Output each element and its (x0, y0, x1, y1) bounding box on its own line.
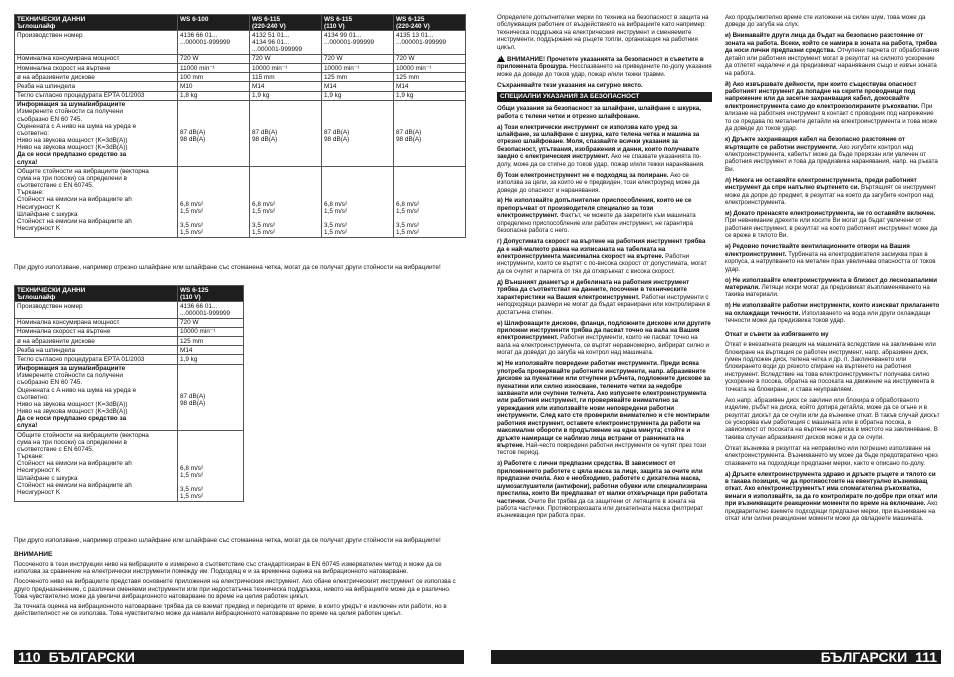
table-cell: 1,9 kg (322, 91, 394, 100)
item-o: о) Не използвайте електроинструмента в близост до леснозапалими материали. Летящи искри могат да предизвикат възпламеняването на такива материали. (725, 276, 938, 299)
attention-p2: Посоченото ниво на вибрациите представя основните приложения на електрическия инструмент. Ако обаче електрическият инструмент се използва с друго предназначение, с различни сменяеми инструменти или при недостатъчна техническа поддръжка, нивото на вибрациите може да е различно. Това чувствително може да увеличи вибрационното натоварване по време на целия работен цикъл. (14, 578, 456, 600)
header-cell: WS 6-125 (220-240 V) (394, 15, 466, 31)
table-cell: 1,9 kg (250, 91, 322, 100)
table-row (15, 31, 466, 55)
table-cell: 720 W (178, 54, 250, 63)
header-cell: WS 6-115 (110 V) (322, 15, 394, 31)
ear-protection: Да се носи предпазно средство за слуха! (17, 151, 127, 166)
table-cell: M14 (322, 82, 394, 91)
page-number: 111 (915, 649, 937, 665)
table-cell: M14 (178, 346, 244, 355)
ear-protection: Да се носи предпазно средство за слуха! (17, 415, 127, 430)
hearing-note: Ако продължително време сте изложени на силен шум, това може да доведе до загуба на слух. (725, 14, 926, 29)
kickback-heading: Откат и съвети за избягването му (725, 330, 829, 338)
attention-title: ВНИМАНИЕ (14, 551, 53, 558)
table-cell: Резба на шпиндела (15, 346, 178, 355)
header-cell: ТЕХНИЧЕСКИ ДАННИ Ъглошлайф (15, 286, 178, 302)
table-cell: ø на абразивните дискове (15, 73, 178, 82)
table-cell: 6,8 m/s² 1,5 m/s² 3,5 m/s² 1,5 m/s² (394, 167, 466, 238)
item-d: д) Външният диаметър и дебелината на работния инструмент трябва да съответстват на данните, посочени в техническите характеристики на Вашия електроинструмент. Работни инструменти с неподходящи размери не могат да бъдат екранирани или контролирани в достатъчна степен. (497, 278, 711, 316)
table-cell: 87 dB(A) 98 dB(A) (250, 100, 322, 167)
table-cell: 4136 66 01... ...000001-999999 (178, 302, 244, 318)
table-cell: M10 (178, 82, 250, 91)
table-cell: 10000 min⁻¹ (322, 64, 394, 73)
table-cell: 6,8 m/s² 1,5 m/s² 3,5 m/s² 1,5 m/s² (178, 167, 250, 238)
table-cell: Номинална скорост на въртене (15, 64, 178, 73)
table-row (15, 91, 466, 100)
table-row (15, 327, 244, 336)
table-cell (15, 100, 178, 167)
item-m: м) Докато пренасяте електроинструмента, не го оставяйте включен. При невнимание дрехите или косите Ви могат да бъдат увлечени от работния инструмент, в резултат на което работният инструмент може да се вреже в тялото Ви. (725, 210, 938, 240)
page-number: 110 (18, 649, 41, 665)
item-a: а) Този електрически инструмент се използва като уред за шлайфане, за шлайфане с шкурка, като телена четка и машина за отрезно шлайфоване. Моля, спазвайте всички указания за безопасност, упътвания, изображения и данни, които получавате заедно с електрическия инструмент. Ако не спазвате указанията по-долу, може да се стигне до токов удар, пожар и/или тежки наранявания. (497, 123, 705, 168)
table-row (15, 167, 466, 238)
table-cell: 720 W (250, 54, 322, 63)
noise-title: Информация за шума/вибрациите (17, 365, 126, 373)
header-cell: ТЕХНИЧЕСКИ ДАННИ Ъглошлайф (15, 15, 178, 31)
table-cell: 87 dB(A) 98 dB(A) (322, 100, 394, 167)
table-cell: Номинална консумирана мощност (15, 318, 178, 327)
table-cell: Номинална консумирана мощност (15, 54, 178, 63)
table-cell: M14 (250, 82, 322, 91)
page-right (477, 0, 954, 677)
table-row (15, 364, 244, 431)
table-cell: 720 W (178, 318, 244, 327)
table-cell: Тегло съгласно процедурата EPTA 01/2003 (15, 91, 178, 100)
item-g: г) Допустимата скорост на въртене на работния инструмент трябва да е най-малкото равна на изписаната на табелката на електроинструмента максимална скорост на въртене. Работни инструменти, които се въртят с по-висока скорост от допустимата, могат да се счупят и парчета от тях да отхвръкнат с висока скорост. (497, 238, 707, 275)
table-row (15, 355, 244, 364)
table-cell: 4135 13 01... ...000001-999999 (394, 31, 466, 55)
header-cell: WS 6-100 (178, 15, 250, 31)
table-cell: 100 mm (178, 73, 250, 82)
general-heading: Общи указания за безопасност за шлайфане, шлайфане с шкурка, работа с телени четки и отрезно шлайфоване. (497, 105, 701, 120)
kickback-p2: Ако напр. абразивен диск се заклини или блокира в обработваното изделие, ръбът на диска, който допира детайла, може да се огъне и в резултат дискът да се счупи или да възникне откат. В такъв случай дискът се ускорява към работещия с машината или в обратна посока, в зависимост от посоката на въртене на диска в мястото на заклиняване. В такива случаи абразивният дисков може и да се счупи. (725, 396, 940, 441)
table-row (15, 64, 466, 73)
table-row (15, 302, 244, 318)
table-row (15, 431, 244, 502)
noise-body: Измерените стойности са получени съобразно EN 60 745. Оценената с A ниво на шума на уреда е съответно: Ниво на звуковa мощност (K=3dB(A)) Ниво на звуковa мощност (K=3dB(A)) (17, 372, 137, 416)
table-cell: 87 dB(A) 98 dB(A) (178, 100, 250, 167)
table-cell: 11000 min⁻¹ (178, 64, 250, 73)
table-cell: 125 mm (394, 73, 466, 82)
item-b: б) Този електроинструмент не е подходящ за полиране. Ако се използва за цели, за които не е предвиден, този електроуред може да доведе до опасност и наранявания. (497, 171, 700, 194)
warning-note: !ВНИМАНИЕ! Прочетете указанията за безопасност и съветите в приложената брошура. Несспазването на приведените по-долу указания може да доведе до токов удар, пожар и/или тежки травми. (497, 55, 712, 78)
table-cell: Общите стойности на вибрациите (векторна сума на три посоки) са определени в съответствие с EN 60745. Търкане: Стойност на емисии на вибрациите ah Несигурност K Шлайфане с шкурка Стойност на емисии на вибрациите ah Несигурност K (15, 167, 178, 238)
footer-right (491, 650, 941, 664)
spec-table-1 (14, 14, 466, 238)
item-p: п) Не използвайте работни инструменти, които изискват прилагането на охлаждащи течности. Използването на вода или други охлаждащи течности може да предизвика токов удар. (725, 302, 940, 325)
kickback-p1: Откат е внезапната реакция на машината вследствие на заклинване или блокиране на въртящия се работен инструмент, напр. абразивен диск, гумен подложен диск, телена четка и др. п. Заклиняването или блокирането води до рязкото спиране на въртенето на работния инструмент. Вследствие на това електроинструментът получава силно ускорение в посока, обратна на посоката на движение на инструмента в точката на блокиране, и става неуправляем. (725, 341, 936, 393)
header-cell: WS 6-115 (220-240 V) (250, 15, 322, 31)
item-y: й) Ако извършвате дейности, при които съществува опасност работният инструмент да попадне на скрити проводници под напрежение или да засегне захранващия кабел, докосвайте електроинструмента само до електроизолираните ръкохватки. При влизане на работния инструмент в контакт с проводник под напрежение то се предава по металните детайли на електроинструмента и това може да доведе до токов удар. (725, 80, 938, 133)
language-label: БЪЛГАРСКИ (820, 649, 908, 665)
warning-icon (497, 55, 505, 62)
language-label: БЪЛГАРСКИ (48, 649, 135, 665)
column-b (725, 14, 940, 526)
keep-instructions: Съхранявайте тези указания на сигурно място. (497, 81, 643, 89)
table-cell: 115 mm (250, 73, 322, 82)
table-cell: 6,8 m/s² 1,5 m/s² 3,5 m/s² 1,5 m/s² (250, 167, 322, 238)
table-row (15, 82, 466, 91)
spec-table-2 (14, 285, 244, 502)
item-e: е) Шлифоващите дискове, фланци, подложните дискове или другите приложни инструменти трябва да пасват точно на вала на Вашия електроинструмент. Работни инструменти, които не пасват точно на вала на електроинструмента, се въртят неравномерно, вибрират силно и могат да доведат до загуба на контрол над машината. (497, 319, 711, 357)
table-row (15, 337, 244, 346)
table-cell: 6,8 m/s² 1,5 m/s² 3,5 m/s² 1,5 m/s² (178, 431, 244, 502)
table-cell: 10000 min⁻¹ (394, 64, 466, 73)
table-cell: 6,8 m/s² 1,5 m/s² 3,5 m/s² 1,5 m/s² (322, 167, 394, 238)
table-cell: Номинална скорост на въртене (15, 327, 178, 336)
table-cell: 4134 99 01... ...000001-999999 (322, 31, 394, 55)
table-cell: 125 mm (322, 73, 394, 82)
table-cell: Производствен номер (15, 31, 178, 55)
table-note-2: При друго използване, например отрезно шлайфане или шлайфане със стоманена четка, могат да се получат други стойности на вибрациите! (14, 537, 441, 544)
table-cell: Общите стойности на вибрациите (векторна сума на три посоки) са определени в съответствие с EN 60745. Търкане: Стойност на емисии на вибрациите ah Несигурност K Шлайфане с шкурка Стойност на емисии на вибрациите ah Несигурност K (15, 431, 178, 502)
table-cell: 4132 51 01... 4134 96 01... ...000001-999999 (250, 31, 322, 55)
header-cell: WS 6-125 (110 V) (178, 286, 244, 302)
kickback-item-a: а) Дръжте електроинструмента здраво и дръжте ръцете и тялото си в такава позиция, че да противостоите на евентуално възникващ откат. Ако електроинструментът има спомагателна ръкохватка, винаги я използвайте, за да го контролирате по-добре при откат или при възникващите реакционни моменти по време на включване. Ако предварително вземете подходящи предпазни мерки, при възникване на откат или силни реакционни моменти може да овладеете машината. (725, 470, 938, 523)
item-zh: ж) Не използвайте повредени работни инструменти. Преди всяка употреба проверявайте работните инструменти, напр. абразивните дискове за пукнатини или отчупени ръбчета, подложните дискове за пукнатини или силно износване, телените четки за недобре захванати или счупени телчета. Ако изпуснете електроинструмента или работния инструмент, ги проверявайте внимателно за увреждания или използвайте нови неповредени работни инструменти. След като сте проверили внимателно и сте монтирали работния инструмент, оставете електроинструмента да работи на максимални обороти в продължение на една минута; стойте и дръжте намиращи се наблизо лица встрани от равнината на въртене. Най-често повредени работни инструменти се чупят през този тестов период. (497, 360, 711, 457)
table-cell: 10000 min⁻¹ (250, 64, 322, 73)
footer-left (14, 650, 464, 664)
table-note-1: При друго използване, например отрезно шлайфане или шлайфане със стоманена четка, могат да се получат други стойности на вибрациите! (14, 264, 441, 271)
table-cell: 4136 66 01... ...000001-999999 (178, 31, 250, 55)
table-cell: Производствен номер (15, 302, 178, 318)
table-cell: 1,8 kg (178, 91, 250, 100)
kickback-p3: Откат възниква в резултат на неправилно или погрешно използване на електроинструмента. Възникването му може да бъде предотвратено чрез спазването на подходящи предпазни мерки, както е описано по-долу. (725, 444, 938, 467)
item-z: з) Работете с лични предпазни средства. В зависимост от приложението работете с цяла маска за лице, защита за очите или предпазни очила. Ако е необходимо, работете с дихателна маска, шумозаглушители (антифони), работни обувки или специализирана престилка, които Ви предпазват от малки отхвърчащи при работата частички. Очите Ви трябва да са защитени от летящите в зоната на работа частички. Противопрахоаата или дихателната маска филтрират възникващия при работа прах. (497, 460, 708, 520)
noise-body: Измерените стойности са получени съобразно EN 60 745. Оценената с A ниво на шума на уреда е съответно: Ниво на звуковa мощност (K=3dB(A)) Ниво на звуковa мощност (K=3dB(A)) (17, 108, 137, 152)
table-cell: 1,9 kg (178, 355, 244, 364)
item-v: в) Не използвайте допълнителни приспособления, които не се препоръчват от производителя специално за този електроинструмент. Фактът, че можете да закрепите към машината определено приспособление или работен инструмент, не гарантира безопасна работа с него. (497, 197, 696, 235)
item-l: л) Никога не оставяйте електроинструмента, преди работният инструмент да спре напълно въртенето си. Въртящият се инструмент може да допре до предмет, в резултат на което да загубите контрол над електроинструмента. (725, 176, 937, 207)
section-heading: СПЕЦИАЛНИ УКАЗАНИЯ ЗА БЕЗОПАСНОСТ (497, 92, 712, 102)
attention-block (14, 551, 466, 621)
table-cell: ø на абразивните дискове (15, 337, 178, 346)
noise-title: Информация за шума/вибрациите (17, 101, 126, 109)
vibration-measures: Определете допълнителни мерки по техника на безопасност в защита на обслужващия работник от въздействието на вибрациите като например: техническа поддръжка на електрическия инструмент и сменяемите инструменти, поддържане на ръцете топли, организация на работния цикъл. (497, 14, 709, 51)
attention-p3: За точната оценка на вибрационното натоварване трябва да се вземат предвид и периодите от време, в които уредът е изключен или работи, но в действителност не се използва. Това чувствително може да намали вибрационното натоварване по време на целия работен цикъл. (14, 603, 447, 618)
table-cell: 720 W (322, 54, 394, 63)
item-n: н) Редовно почиствайте вентилационните отвори на Вашия електроинструмент. Турбината на електродвигателя засмуква прах в корпуса, а натрупването на метален прах увеличава опасността от токов удар. (725, 243, 936, 273)
table-row (15, 73, 466, 82)
table-cell: 87 dB(A) 98 dB(A) (178, 364, 244, 431)
attention-p1: Посоченото в тези инструкции ниво на вибрациите е измерено в съответствие със стандартизиран в EN 60745 измервателен метод и може да се използва за сравнение на електрически инструменти помежду им. Подходящ е и за временна оценка на вибрационното натоварване. (14, 560, 442, 575)
item-k: к) Дръжте захранващия кабел на безопасно разстояние от въртящите се работни инструменти. Ако изгубите контрол над електроинструмента, кабелът може да бъде прерязан или увлечен от работния инструмент и това да предизвика наранявания, напр. на ръката Ви. (725, 136, 938, 173)
table-cell: Резба на шпиндела (15, 82, 178, 91)
table-row (15, 54, 466, 63)
table-cell: 1,9 kg (394, 91, 466, 100)
table-cell: 720 W (394, 54, 466, 63)
column-a (497, 14, 712, 523)
table-cell: M14 (394, 82, 466, 91)
table-cell: Тегло съгласно процедурата EPTA 01/2003 (15, 355, 178, 364)
table-row (15, 318, 244, 327)
table-cell: 10000 min⁻¹ (178, 327, 244, 336)
table-row (15, 346, 244, 355)
item-i: и) Внимавайте други лица да бъдат на безопасно разстояние от зоната на работа. Всеки, който се намира в зоната на работа, трябва да носи лични предпазни средства. Отчупени парчета от обработвания детайл или работния инструмент могат в резултат на силното ускорение да отлетят надалече и да предизвикат наранявания също и извън зоната на работа. (725, 32, 940, 77)
table-cell: 87 dB(A) 98 dB(A) (394, 100, 466, 167)
table-cell: 125 mm (178, 337, 244, 346)
table-cell (15, 364, 178, 431)
table-row (15, 100, 466, 167)
